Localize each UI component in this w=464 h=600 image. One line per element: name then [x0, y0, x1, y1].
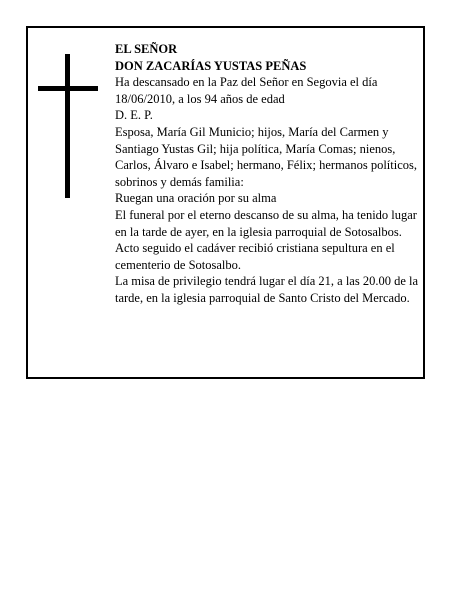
- cross-icon: [38, 54, 98, 198]
- cross-horizontal-bar: [38, 86, 98, 91]
- notice-title: EL SEÑOR: [115, 42, 178, 56]
- cross-vertical-bar: [65, 54, 70, 198]
- prayer-request: Ruegan una oración por su alma: [115, 191, 277, 206]
- family-list: Esposa, María Gil Municio; hijos, María del Carmen y Santiago Yustas Gil; hija política, María Comas; nienos, Carlos, Álvaro e Isabel; hermano, Félix; hermanos políticos, sobrinos y demás familia:: [115, 124, 418, 189]
- mass-info: La misa de privilegio tendrá lugar el día 21, a las 20.00 de la tarde, en la iglesia parroquial de Santo Cristo del Mercado.: [115, 274, 419, 305]
- funeral-info: El funeral por el eterno descanso de su alma, ha tenido lugar en la tarde de ayer, en la iglesia parroquial de Sotosalbos. Acto seguido el cadáver recibió cristiana sepultura en el cementerio de Sotosalbo.: [115, 207, 417, 272]
- rip-text: D. E. P.: [115, 108, 153, 123]
- obituary-text: [115, 41, 421, 307]
- obituary-notice: [26, 26, 425, 379]
- deceased-name: DON ZACARÍAS YUSTAS PEÑAS: [115, 58, 307, 73]
- death-announcement: Ha descansado en la Paz del Señor en Segovia el día 18/06/2010, a los 94 años de edad: [115, 75, 378, 106]
